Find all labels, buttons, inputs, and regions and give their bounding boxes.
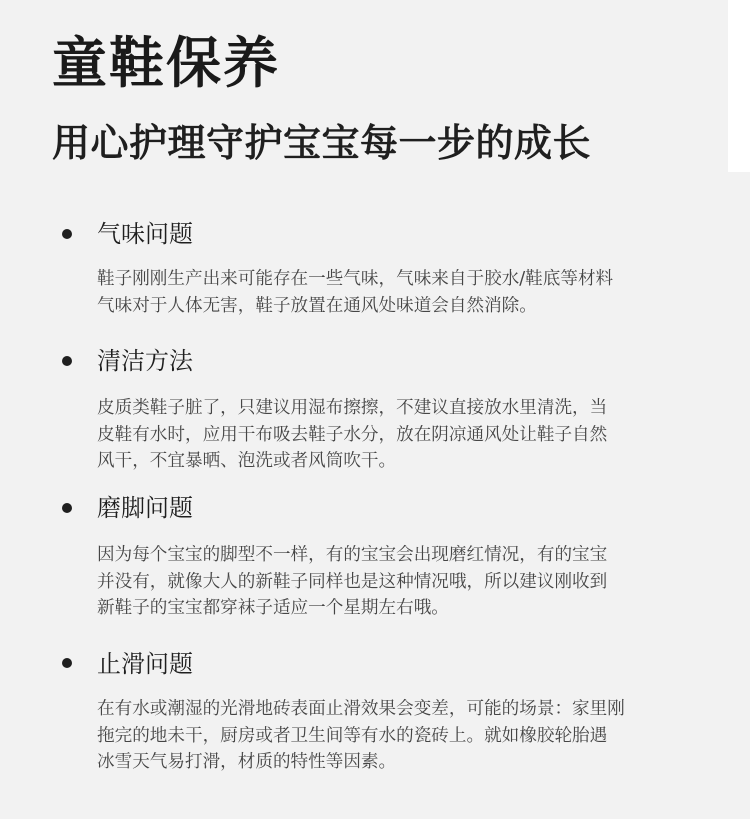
section-heading: 清洁方法 — [97, 347, 193, 375]
corner-background-block — [728, 0, 750, 172]
description-line: 并没有，就像大人的新鞋子同样也是这种情况哦，所以建议刚收到 — [97, 571, 608, 592]
description-line: 风干，不宜暴晒、泡洗或者风筒吹干。 — [97, 451, 397, 471]
bullet-icon — [62, 658, 72, 668]
bullet-icon — [62, 229, 72, 239]
description-line: 在有水或潮湿的光滑地砖表面止滑效果会变差，可能的场景：家里刚 — [97, 699, 625, 719]
description-line: 皮鞋有水时，应用干布吸去鞋子水分，放在阴凉通风处让鞋子自然 — [97, 424, 608, 445]
description-line: 因为每个宝宝的脚型不一样，有的宝宝会出现磨红情况，有的宝宝 — [97, 545, 608, 565]
section-heading: 气味问题 — [97, 220, 193, 248]
section-description — [97, 542, 707, 622]
description-line: 冰雪天气易打滑，材质的特性等因素。 — [97, 752, 397, 772]
description-line: 鞋子刚刚生产出来可能存在一些气味，气味来自于胶水/鞋底等材料 — [97, 269, 614, 289]
page-title: 童鞋保养 — [52, 31, 281, 95]
section-description — [97, 696, 707, 776]
description-line: 新鞋子的宝宝都穿袜子适应一个星期左右哦。 — [97, 598, 449, 618]
description-line: 皮质类鞋子脏了，只建议用湿布擦擦，不建议直接放水里清洗，当 — [97, 398, 608, 418]
section-description — [97, 266, 707, 319]
bullet-icon — [62, 356, 72, 366]
bullet-icon — [62, 503, 72, 513]
section-heading: 止滑问题 — [97, 650, 193, 678]
page-subtitle: 用心护理守护宝宝每一步的成长 — [52, 121, 592, 165]
section-heading: 磨脚问题 — [97, 494, 193, 522]
description-line: 气味对于人体无害，鞋子放置在通风处味道会自然消除。 — [97, 295, 537, 316]
section-description — [97, 395, 707, 475]
description-line: 拖完的地未干，厨房或者卫生间等有水的瓷砖上。就如橡胶轮胎遇 — [97, 725, 608, 746]
